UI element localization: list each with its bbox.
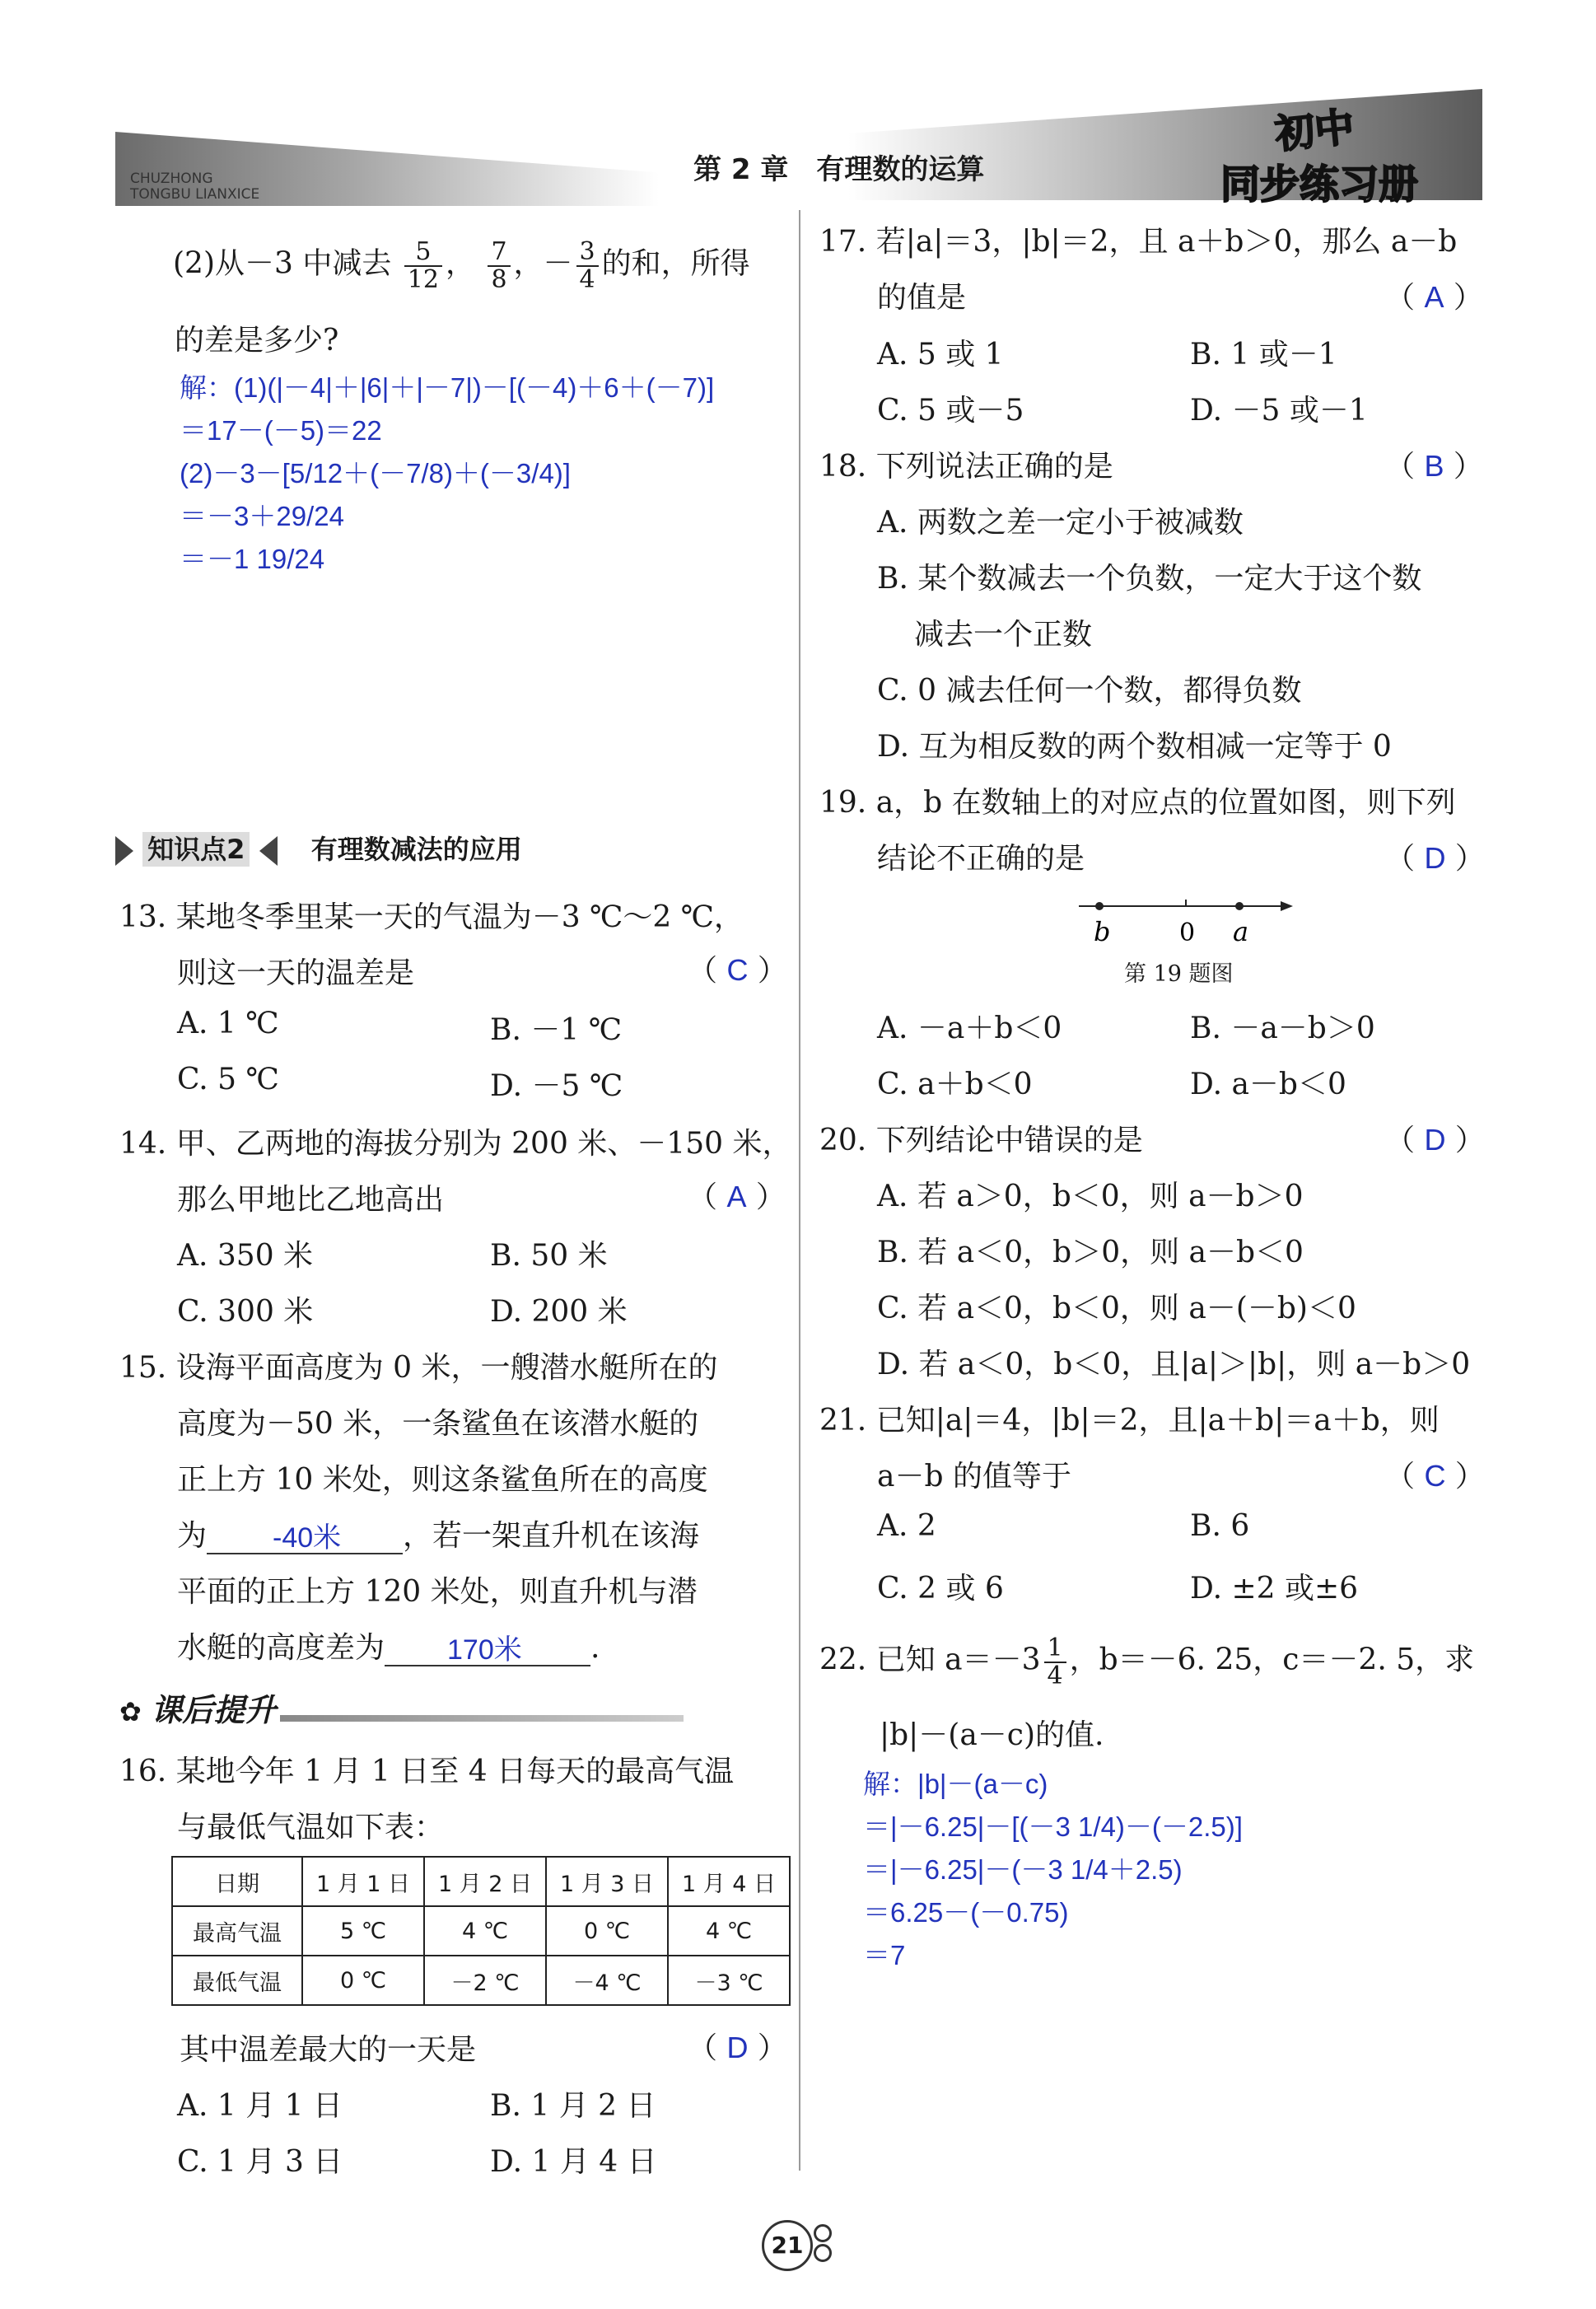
q18-stem: 18. 下列说法正确的是 bbox=[819, 450, 1113, 484]
q21-stem-line2: a－b 的值等于 bbox=[877, 1460, 1071, 1493]
table-row bbox=[172, 1906, 790, 1956]
q14-option-c: C. 300 米 bbox=[177, 1295, 314, 1329]
q15-answer-2: 170米 bbox=[447, 1634, 522, 1666]
q12-solution bbox=[180, 367, 714, 581]
table-cell: －4 ℃ bbox=[546, 1956, 668, 2005]
q19-option-c: C. a＋b＜0 bbox=[877, 1068, 1033, 1101]
q16-option-c: C. 1 月 3 日 bbox=[177, 2145, 343, 2179]
q22-stem-line2: |b|－(a－c)的值. bbox=[880, 1718, 1104, 1752]
q18-option-a: A. 两数之差一定小于被减数 bbox=[877, 506, 1244, 540]
paw-icon: ✿ bbox=[119, 1696, 142, 1727]
q15-blank-1 bbox=[207, 1520, 403, 1554]
point-a-dot bbox=[1235, 902, 1244, 910]
knowledge-point-title: 有理数减法的应用 bbox=[310, 834, 522, 865]
table-cell: 0 ℃ bbox=[546, 1906, 668, 1956]
q19-answer-bracket: （ D ） bbox=[1385, 841, 1485, 876]
q15-answer-1: -40米 bbox=[273, 1522, 342, 1554]
temperature-table bbox=[171, 1856, 791, 2006]
q13-stem-line2: 则这一天的温差是 bbox=[177, 956, 415, 990]
q16-stem-line1: 16. 某地今年 1 月 1 日至 4 日每天的最高气温 bbox=[119, 1755, 735, 1788]
q16-answer: D bbox=[726, 2031, 749, 2064]
q21-option-a: A. 2 bbox=[877, 1509, 936, 1543]
section-after-class bbox=[119, 1685, 276, 1730]
q13-stem-line1: 13. 某地冬季里某一天的气温为－3 ℃～2 ℃， bbox=[119, 900, 744, 934]
q12-solution-line: 解：(1)(|－4|＋|6|＋|－7|)－[(－4)＋6＋(－7)] bbox=[180, 372, 715, 403]
q12-part2-line1: (2)从－3 中减去 $\frac{5}{12}$ ， $\frac{7}{8}$ ，－ $\frac{3}{4}$ 的和，所得 bbox=[173, 237, 750, 294]
fraction-1-4: $\frac{1}{4}$ bbox=[1044, 1635, 1066, 1689]
q13-option-d: D. －5 ℃ bbox=[490, 1069, 623, 1103]
q17-answer: A bbox=[1424, 280, 1444, 314]
q19-option-d: D. a－b＜0 bbox=[1190, 1068, 1346, 1101]
q12-solution-line: ＝－1 19/24 bbox=[180, 544, 325, 574]
q21-answer-bracket: （ C ） bbox=[1385, 1459, 1485, 1493]
table-cell: 4 ℃ bbox=[668, 1906, 790, 1956]
q17-stem-line1: 17. 若|a|＝3，|b|＝2，且 a＋b＞0，那么 a－b bbox=[819, 225, 1458, 259]
number-line-figure bbox=[1071, 890, 1301, 964]
fraction-7-8: $\frac{7}{8}$ bbox=[488, 239, 510, 292]
page-number-ornament bbox=[814, 2244, 832, 2262]
q17-stem-line2: 的值是 bbox=[877, 281, 967, 315]
q20-answer: D bbox=[1424, 1123, 1446, 1157]
q22-solution-line: ＝7 bbox=[863, 1940, 906, 1970]
q13-option-a: A. 1 ℃ bbox=[177, 1007, 279, 1040]
q18-option-b-cont: 减去一个正数 bbox=[914, 618, 1093, 652]
q21-answer: C bbox=[1424, 1459, 1446, 1493]
series-name-en-2: TONGBU LIANXICE bbox=[130, 186, 260, 203]
q18-option-c: C. 0 减去任何一个数，都得负数 bbox=[877, 674, 1302, 708]
q20-option-a: A. 若 a＞0，b＜0，则 a－b＞0 bbox=[877, 1180, 1304, 1213]
page-number: 21 bbox=[771, 2232, 804, 2259]
q19-stem-line2: 结论不正确的是 bbox=[877, 842, 1085, 876]
q18-option-d: D. 互为相反数的两个数相减一定等于 0 bbox=[877, 730, 1392, 764]
q21-stem-line1: 21. 已知|a|＝4，|b|＝2，且|a＋b|＝a＋b，则 bbox=[819, 1404, 1440, 1437]
table-header-row bbox=[172, 1857, 790, 1906]
table-cell: －2 ℃ bbox=[424, 1956, 546, 2005]
q20-option-b: B. 若 a＜0，b＞0，则 a－b＜0 bbox=[877, 1236, 1304, 1269]
q14-answer: A bbox=[726, 1180, 747, 1213]
q22-solution-line: ＝|－6.25|－[(－3 1/4)－(－2.5)] bbox=[863, 1811, 1243, 1842]
q15-stem-line3: 正上方 10 米处，则这条鲨鱼所在的高度 bbox=[177, 1463, 708, 1497]
q14-stem-line1: 14. 甲、乙两地的海拔分别为 200 米、－150 米， bbox=[119, 1127, 792, 1161]
q22-solution-line: ＝|－6.25|－(－3 1/4＋2.5) bbox=[863, 1854, 1183, 1885]
q20-answer-bracket: （ D ） bbox=[1385, 1123, 1485, 1157]
q14-option-d: D. 200 米 bbox=[490, 1295, 628, 1329]
label-b: b bbox=[1094, 916, 1111, 947]
q15-blank-2 bbox=[385, 1632, 590, 1666]
q17-option-b: B. 1 或－1 bbox=[1190, 338, 1337, 372]
q18-answer-bracket: （ B ） bbox=[1385, 449, 1483, 484]
q22-solution bbox=[863, 1763, 1243, 1977]
q15-stem-line1: 15. 设海平面高度为 0 米，一艘潜水艇所在的 bbox=[119, 1351, 718, 1385]
arrow-left-icon bbox=[259, 836, 278, 866]
q19-option-a: A. －a＋b＜0 bbox=[877, 1012, 1062, 1045]
knowledge-point-tag: 知识点2 bbox=[142, 832, 250, 867]
table-cell: 0 ℃ bbox=[302, 1956, 424, 2005]
q19-answer: D bbox=[1424, 841, 1446, 875]
point-b-dot bbox=[1095, 902, 1104, 910]
q21-option-d: D. ±2 或±6 bbox=[1190, 1572, 1359, 1606]
arrow-right-icon bbox=[115, 836, 133, 866]
table-header-cell: 1 月 1 日 bbox=[302, 1857, 424, 1906]
table-row bbox=[172, 1956, 790, 2005]
q20-stem: 20. 下列结论中错误的是 bbox=[819, 1124, 1143, 1157]
q19-stem-line1: 19. a，b 在数轴上的对应点的位置如图，则下列 bbox=[819, 786, 1456, 820]
knowledge-point-heading bbox=[115, 829, 522, 867]
q13-option-c: C. 5 ℃ bbox=[177, 1063, 279, 1096]
q12-solution-line: (2)－3－[5/12＋(－7/8)＋(－3/4)] bbox=[180, 458, 571, 488]
q14-option-a: A. 350 米 bbox=[177, 1239, 314, 1273]
series-name-en-1: CHUZHONG bbox=[130, 171, 213, 187]
q17-option-a: A. 5 或 1 bbox=[877, 338, 1004, 372]
q15-stem-line6: 水艇的高度差为 170米 . bbox=[177, 1624, 600, 1666]
q20-option-c: C. 若 a＜0，b＜0，则 a－(－b)＜0 bbox=[877, 1292, 1356, 1325]
table-header-cell: 日期 bbox=[172, 1857, 302, 1906]
fraction-5-12: $\frac{5}{12}$ bbox=[404, 239, 442, 292]
table-cell: 最低气温 bbox=[172, 1956, 302, 2005]
page-number-badge bbox=[762, 2220, 813, 2271]
number-line-arrow bbox=[1281, 901, 1293, 911]
section-title: 课后提升 bbox=[151, 1692, 277, 1728]
q17-option-c: C. 5 或－5 bbox=[877, 394, 1024, 428]
page-number-ornament bbox=[814, 2224, 832, 2242]
table-cell: 4 ℃ bbox=[424, 1906, 546, 1956]
q19-option-b: B. －a－b＞0 bbox=[1190, 1012, 1375, 1045]
fig19-caption: 第 19 题图 bbox=[1124, 961, 1234, 987]
q14-answer-bracket: （ A ） bbox=[688, 1180, 786, 1214]
q14-stem-line2: 那么甲地比乙地高出 bbox=[177, 1183, 445, 1217]
chapter-title: 第 2 章 有理数的运算 bbox=[693, 153, 985, 186]
q15-stem-line4: 为 -40米 ，若一架直升机在该海 bbox=[177, 1512, 699, 1554]
q16-stem-line2: 与最低气温如下表： bbox=[177, 1811, 445, 1844]
column-divider bbox=[799, 210, 800, 2171]
q15-stem-line2: 高度为－50 米，一条鲨鱼在该潜水艇的 bbox=[177, 1407, 699, 1441]
q16-stem-line3: 其中温差最大的一天是 bbox=[180, 2033, 477, 2067]
section-rule bbox=[280, 1715, 684, 1722]
q13-answer: C bbox=[726, 953, 749, 987]
q18-option-b: B. 某个数减去一个负数，一定大于这个数 bbox=[877, 562, 1422, 596]
q14-option-b: B. 50 米 bbox=[490, 1239, 608, 1273]
table-cell: －3 ℃ bbox=[668, 1956, 790, 2005]
label-zero: 0 bbox=[1179, 918, 1196, 947]
table-cell: 5 ℃ bbox=[302, 1906, 424, 1956]
logo-line-2: 同步练习册 bbox=[1220, 161, 1419, 208]
q15-stem-line5: 平面的正上方 120 米处，则直升机与潜 bbox=[177, 1575, 698, 1609]
label-a: a bbox=[1233, 916, 1249, 947]
q22-solution-line: 解：|b|－(a－c) bbox=[863, 1769, 1048, 1799]
table-cell: 最高气温 bbox=[172, 1906, 302, 1956]
table-header-cell: 1 月 3 日 bbox=[546, 1857, 668, 1906]
q13-option-b: B. －1 ℃ bbox=[490, 1013, 622, 1047]
q12-part2-line2: 的差是多少? bbox=[175, 324, 339, 358]
table-header-cell: 1 月 2 日 bbox=[424, 1857, 546, 1906]
q16-option-a: A. 1 月 1 日 bbox=[177, 2089, 343, 2123]
q21-option-c: C. 2 或 6 bbox=[877, 1572, 1004, 1606]
q17-answer-bracket: （ A ） bbox=[1385, 280, 1483, 315]
table-header-cell: 1 月 4 日 bbox=[668, 1857, 790, 1906]
q22-solution-line: ＝6.25－(－0.75) bbox=[863, 1897, 1069, 1928]
q13-answer-bracket: （ C ） bbox=[688, 953, 787, 988]
q20-option-d: D. 若 a＜0，b＜0，且|a|＞|b|，则 a－b＞0 bbox=[877, 1348, 1471, 1381]
q22-stem-line1: 22. 已知 a＝－3 $\frac{1}{4}$ ，b＝－6. 25，c＝－2. 5，求 bbox=[819, 1634, 1475, 1690]
q17-option-d: D. －5 或－1 bbox=[1190, 394, 1368, 428]
q21-option-b: B. 6 bbox=[1190, 1509, 1250, 1543]
q12-solution-line: ＝－3＋29/24 bbox=[180, 501, 344, 531]
q18-answer: B bbox=[1424, 449, 1444, 483]
q16-option-b: B. 1 月 2 日 bbox=[490, 2089, 656, 2123]
logo-line-1: 初中 bbox=[1272, 104, 1357, 158]
q16-option-d: D. 1 月 4 日 bbox=[490, 2145, 657, 2179]
q16-answer-bracket: （ D ） bbox=[688, 2031, 787, 2065]
q12-solution-line: ＝17－(－5)＝22 bbox=[180, 415, 382, 446]
fraction-3-4: $\frac{3}{4}$ bbox=[576, 239, 599, 292]
